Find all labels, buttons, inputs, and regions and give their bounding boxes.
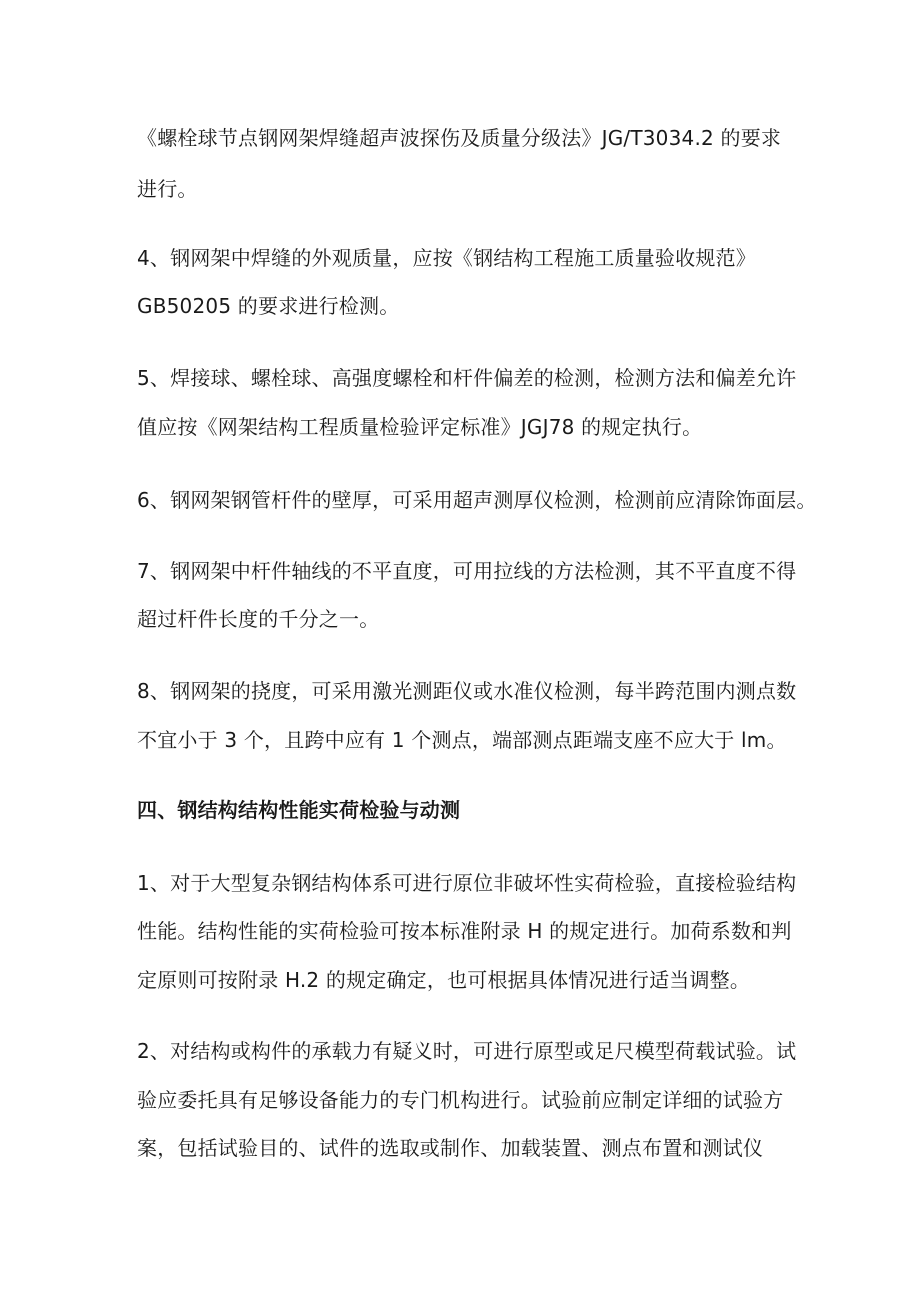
text-line: 性能。结构性能的实荷检验可按本标准附录 H 的规定进行。加荷系数和判 — [137, 919, 792, 943]
text-line: 超过杆件长度的千分之一。 — [137, 607, 380, 631]
text-line: 案，包括试验目的、试件的选取或制作、加载装置、测点布置和测试仪 — [137, 1136, 764, 1160]
text-line: 验应委托具有足够设备能力的专门机构进行。试验前应制定详细的试验方 — [137, 1088, 784, 1112]
text-line: 不宜小于 3 个，且跨中应有 1 个测点，端部测点距端支座不应大于 lm。 — [137, 728, 787, 752]
text-line: 7、钢网架中杆件轴线的不平直度，可用拉线的方法检测，其不平直度不得 — [137, 559, 797, 583]
text-line: 定原则可按附录 H.2 的规定确定，也可根据具体情况进行适当调整。 — [137, 968, 751, 992]
text-line: 1、对于大型复杂钢结构体系可进行原位非破坏性实荷检验，直接检验结构 — [137, 871, 797, 895]
text-line: 2、对结构或构件的承载力有疑义时，可进行原型或足尺模型荷载试验。试 — [137, 1039, 797, 1063]
text-line: 进行。 — [137, 177, 198, 201]
text-line: 6、钢网架钢管杆件的壁厚，可采用超声测厚仪检测，检测前应清除饰面层。 — [137, 488, 817, 512]
section-heading: 四、钢结构结构性能实荷检验与动测 — [137, 798, 461, 822]
text-line: 8、钢网架的挠度，可采用激光测距仪或水准仪检测，每半跨范围内测点数 — [137, 679, 797, 703]
text-line: 5、焊接球、螺栓球、高强度螺栓和杆件偏差的检测，检测方法和偏差允许 — [137, 366, 797, 390]
text-line: 值应按《网架结构工程质量检验评定标准》JGJ78 的规定执行。 — [137, 415, 703, 439]
text-line: 4、钢网架中焊缝的外观质量，应按《钢结构工程施工质量验收规范》 — [137, 246, 756, 270]
text-line: 《螺栓球节点钢网架焊缝超声波探伤及质量分级法》JG/T3034.2 的要求 — [137, 126, 782, 150]
text-line: GB50205 的要求进行检测。 — [137, 294, 400, 318]
